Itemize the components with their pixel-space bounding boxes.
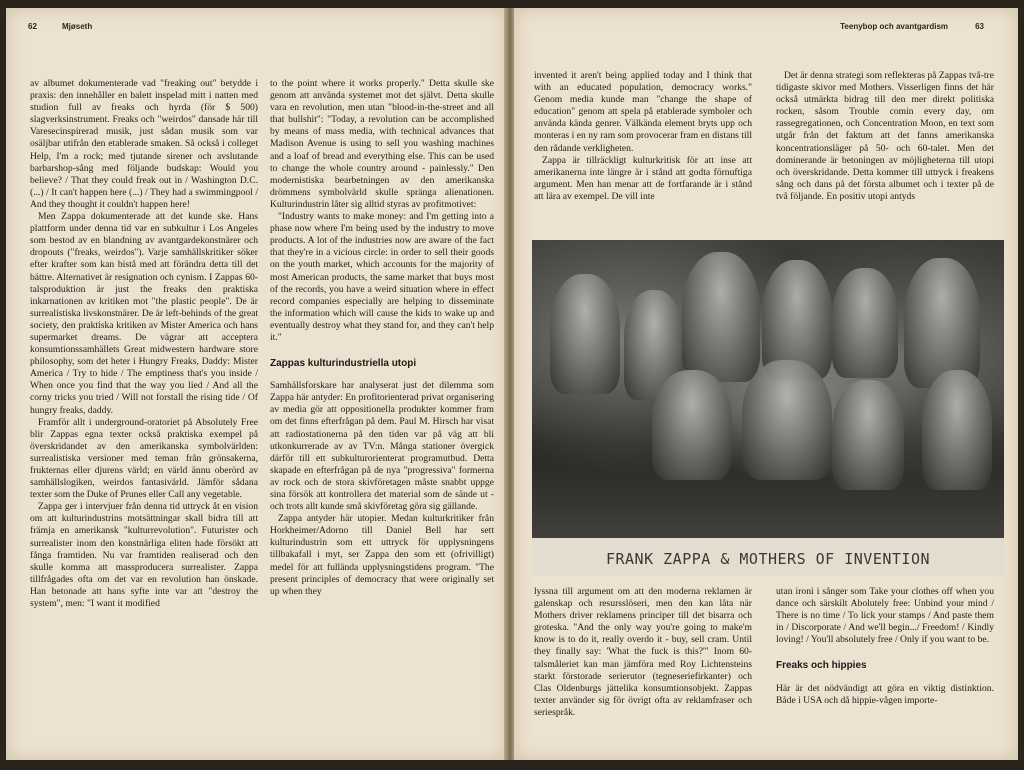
quote-paragraph: "Industry wants to make money: and I'm getting into a phase now where I'm being used by the industry to move products. A lot of the industries now are aware of the fact that they're in a vicious circle: in order to sell their goods on the youth market, which accounts for the majority of most American products, the same market that buys most of the records, you have a weird situation where in effect record companies especially are helping to disseminate the information which will cause the kids to wake up and eventually destroy what they stand for, and they can't help it." — [270, 211, 494, 343]
left-page — [6, 8, 506, 760]
paragraph: Zappa är tillräckligt kulturkritisk för att inse att amerikanerna inte längre är i stånd att godta förnuftiga argument. Men han menar att de fortfarande är i stånd att lära av exempel. De vill inte — [534, 154, 752, 202]
paragraph: Zappa ger i intervjuer från denna tid uttryck åt en vision om att kulturindustrins motsättningar skall bidra till att främja en amerikansk "kulturrevolution". Futurister och surrealister inom den konstnärliga eliten hade försökt att fånga framtiden. Nu var framtiden realiserad och den skulle komma att massproducera surrealister. Zappa tillfrågades ofta om det var en revolution han önskade. Han betonade att hans syfte inte var att "destroy the system", men: "I want it modified — [30, 501, 258, 610]
section-heading: Freaks och hippies — [776, 660, 867, 672]
paragraph: Samhällsforskare har analyserat just det dilemma som Zappa här antyder: En profitorienterad privat organisering av media gör att oppositionella produkter kommer fram om det finns efterfrågan på dem. Paul M. Hirsch har visat att radiostationerna på den tiden var på väg att bli utkonkurrerade av av TV:n. Många stationer övergick därför till ett subkulturorienterat programutbud. Detta skapade en efterfrågan på de nya "progressiva" formerna av rock och de stora skivföretagen måste snabbt uppge sina försök att kontrollera det material som de sände ut - och trots allt kunde små skivföretag göra sig gällande. — [270, 380, 494, 513]
paragraph: Här är det nödvändigt att göra en viktig distinktion. Både i USA och då hippie-vågen importe- — [776, 682, 994, 706]
left-column-2 — [270, 78, 494, 598]
band-photo — [532, 240, 1004, 576]
paragraph: av albumet dokumenterade vad "freaking out" betydde i praxis: den innehåller en balett inspelad mitt i natten med studion full av freaks och hyrda (för $ 500) slagverksinstrument. Freaks och "weirdos" dansade här till Varesecinspirerad musik, just sådan musik som var osäljbar utifrån den etablerade smaken. Så också i colleget Help, I'm a rock; med tjutande sirener och avslutande barbarshop-sång med följande budskap: Would you believe? / That they could freak out in / Washington D.C. (...) / It can't happen here (...) / They had a swimmingpool / And they thought it couldn't happen here! — [30, 78, 258, 210]
paragraph: Framför allt i underground-oratoriet på Absolutely Free blir Zappas egna texter också praktiska exempel på överskridandet av den amerikanska symbolvärlden: surrealistiska versioner med teman från grönsakerna, frukternas eller djurens värld; en värld ännu oberörd av samhällslogiken, weirdos fantasivärld. Jämför sådana texter som the Duke of Prunes eller Call any vegetable. — [30, 416, 258, 501]
running-head-left: Mjøseth — [62, 22, 93, 31]
paragraph: Det är denna strategi som reflekteras på Zappas två-tre tidigaste skivor med Mothers. Visserligen finns det här också utmärkta bidrag till den mer direkt politiska rocken, såsom Trouble comin every day, om rassegregationen, och Concentration Moon, en text som utgår från det faktum att det fanns amerikanska koncentrationsläger på 50- och 60-talet. Men det dominerande är betoningen av möjligheterna till utopi och överskridande. Detta kommer till uttryck i freakens sång och dans på det första albumet och i texter på de två följande. En positiv utopi antyds — [776, 70, 994, 202]
right-bottom-column-2 — [776, 586, 994, 707]
paragraph: utan ironi i sånger som Take your clothes off when you dance och särskilt Abolutely free: Unbind your mind / There is no time / To lick your stamps / And paste them in / Discorporate / And we'll begin.../ Freedom! / Kindly loving! / You'll absolutely free / Only if you want to be. — [776, 586, 994, 646]
running-head-right: Teenybop och avantgardism — [840, 22, 948, 31]
paragraph: Men Zappa dokumenterade att det kunde ske. Hans plattform under denna tid var en subkultur i Los Angeles som bestod av en blandning av avantgardekonstnärer och dropouts ("freaks, weirdos"). Varje samhällskritiker söker efter krafter som kan bistå med att förändra detta till det bättre. Alternativet är resignation och cynism. I Zappas 60-talsproduktion är just the freaks den praktiska inkarnationen av kritiken mot "the plastic people". De är surrealistiska livskonstnärer. De är left-behinds of the great society, den praktiska kritiken av Mister America och hans supermarket dreams. De vägrar att acceptera konsumtionssamhällets Great midwestern hardware store philosophy, som det heter i Hungry Freaks, Daddy: Mister America / Try to hide / The emptiness that's you inside / When once you find that the way you lied / And all the corny tricks you tried / Will not forstall the rising tide / Of hungry freaks, daddy. — [30, 211, 258, 416]
section-heading: Zappas kulturindustriella utopi — [270, 358, 417, 370]
photo-caption: FRANK ZAPPA & MOTHERS OF INVENTION — [605, 550, 931, 568]
left-column-1 — [30, 78, 258, 610]
paragraph: to the point where it works properly." Detta skulle ske genom att använda systemet mot det självt. Detta skulle vara en revolution, men utan "blood-in-the-street and all that bullshit": "Today, a revolution can be accomplished by means of mass media, with technical advances that Madison Avenue is using to sell you washing machines and a loaf of bread and everything else. This can be used to change the whole country around - painlessly." Den modernistiska bearbetningen av den amerikanska drömmens symbolvärld skulle spränga alienationen. Kulturindustrin låter sig alltid styras av profitmotivet: — [270, 78, 494, 210]
paragraph: lyssna till argument om att den moderna reklamen är galenskap och resursslöseri, men den kan låta när Mothers driver reklamens principer till det bisarra och groteska. "And the only way you're going to make'm know is to do it, really overdo it - buy, sell cram. Until they finally say: 'What the fuck is this?'" Inom 60-talsmåleriet kan man jämföra med Roy Lichtensteins starkt förstorade serierutor (tegneseriefirkanter) och Clas Oldenburgs jättelika konsumtionsobjekt. Zappas texter använder sig för övrigt ofta av reklamfraser och seriespråk. — [534, 586, 752, 718]
right-bottom-column-1 — [534, 586, 752, 719]
right-page — [514, 8, 1018, 760]
right-top-column-1 — [534, 70, 752, 203]
page-number-left: 62 — [28, 22, 37, 31]
page-number-right: 63 — [975, 22, 984, 31]
right-top-column-2 — [776, 70, 994, 203]
paragraph: invented it aren't being applied today and I think that with an educated population, democracy works." Genom media kunde man "change the shape of education" genom att spela på etablerade symboler och använda kända genrer. Välkända element bryts upp och monteras i en ny ram som provocerar fram en distans till den rådande verkligheten. — [534, 70, 752, 154]
paragraph: Zappa antyder här utopier. Medan kulturkritiker från Horkheimer/Adorno till Daniel Bell har sett kulturindustrin som ett uttryck för upplysningens tillbakafall i myt, ser Zappa den som ett (ofrivilligt) medel för att fullända upplysningstidens program. "The present principles of democracy that were originally set up when they — [270, 513, 494, 597]
